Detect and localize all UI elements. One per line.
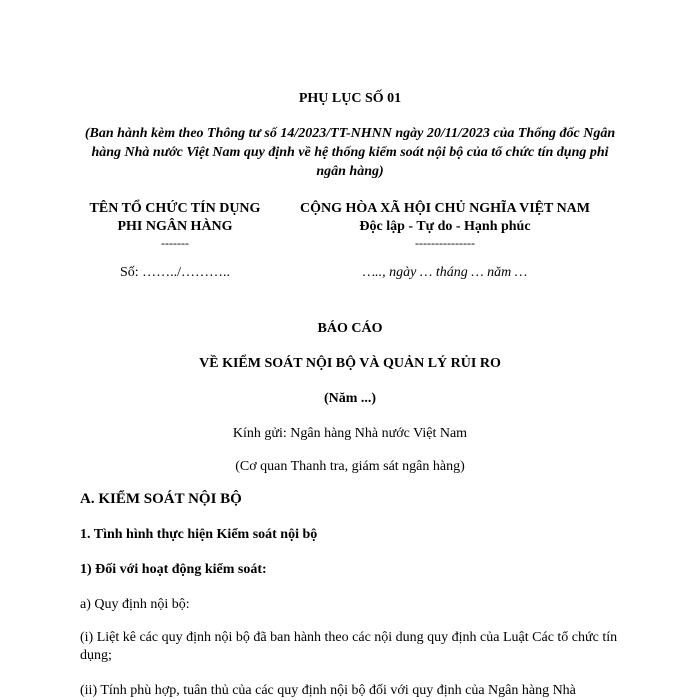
national-title: CỘNG HÒA XÃ HỘI CHỦ NGHĨA VIỆT NAM [299, 201, 590, 216]
org-name-line2: PHI NGÂN HÀNG [117, 219, 233, 234]
appendix-subtitle: (Ban hành kèm theo Thông tư số 14/2023/TT-NHNN ngày 20/11/2023 của Thống đốc Ngân hàng Nhà nước Việt Nam quy định về hệ thống kiểm soát nội bộ của tổ chức tín dụng phi ngân hàng) [84, 126, 616, 179]
appendix-title: PHỤ LỤC SỐ 01 [298, 91, 402, 106]
national-header-block [280, 200, 610, 282]
subsection-1-heading: 1) Đối với hoạt động kiểm soát: [80, 562, 267, 577]
item-a-text: a) Quy định nội bộ: [80, 597, 190, 612]
org-name-line1: TÊN TỔ CHỨC TÍN DỤNG [89, 201, 261, 216]
report-year: (Năm ...) [323, 391, 377, 406]
section-1-heading: 1. Tình hình thực hiện Kiểm soát nội bộ [80, 527, 318, 542]
org-divider: ------- [161, 236, 189, 250]
document-number: Số: ……../……….. [119, 265, 231, 280]
national-motto: Độc lập - Tự do - Hạnh phúc [359, 219, 531, 234]
date-line: ….., ngày … tháng … năm … [362, 265, 528, 280]
section-a-heading: A. KIỂM SOÁT NỘI BỘ [80, 491, 242, 507]
report-subtitle: VỀ KIỂM SOÁT NỘI BỘ VÀ QUẢN LÝ RỦI RO [199, 356, 501, 371]
item-ii-text: (ii) Tính phù hợp, tuân thủ của các quy định nội bộ đối với quy định của Ngân hàng Nhà [80, 683, 576, 698]
item-i-text: (i) Liệt kê các quy định nội bộ đã ban hành theo các nội dung quy định của Luật Các tổ chức tín dụng; [80, 630, 618, 663]
motto-divider: --------------- [415, 236, 475, 250]
addressee: Kính gửi: Ngân hàng Nhà nước Việt Nam [232, 426, 468, 441]
issuing-organization-block [70, 200, 280, 282]
addressee-sub: (Cơ quan Thanh tra, giám sát ngân hàng) [235, 459, 465, 474]
report-title: BÁO CÁO [317, 321, 383, 336]
